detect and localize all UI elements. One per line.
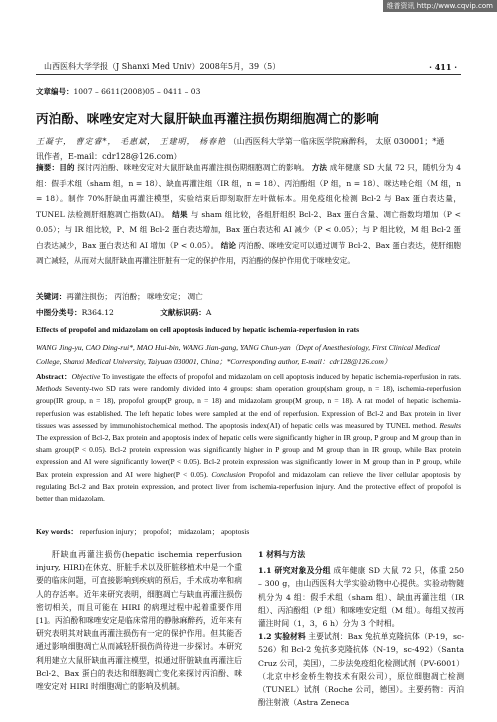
en-methods-label: Methods — [36, 384, 62, 394]
subsection-1-text: 成年健康 SD 大鼠 72 只，体重 250 – 300 g，由山西医科大学实验动物中心提供。实验动物随机分为 4 组：假手术组（sham 组）、缺血再灌注组（IR 组）、丙泊酚组（P 组）和咪唑安定组（M 组）。每组又按再灌注时间（1，3，6 h）分为 3 个时相。 — [258, 566, 464, 629]
article-title: 丙泊酚、咪唑安定对大鼠肝缺血再灌注损伤期细胞凋亡的影响 — [36, 111, 379, 126]
author-correspondence: 讯作者，E-mail：cdr128@126.com） — [36, 152, 182, 161]
conclusion-text: 丙泊酚、咪唑安定可以通过调节 Bcl-2、Bax 蛋白表达，使肝细胞凋亡减轻，从而对大鼠肝缺血再灌注肝脏有一定的保护作用，丙泊酚的保护作用优于咪唑安定。 — [36, 240, 461, 265]
body-right-column — [258, 548, 464, 709]
en-keywords-label: Key words： — [36, 527, 78, 536]
subsection-2-text: 主要试剂：Bax 兔抗单克隆抗体（P-19，sc-526）和 Bcl-2 兔抗多克隆抗体（N-19，sc-492）（Santa Cruz 公司，美国），二步法免疫组化检测试剂（PV-6001）（北京中杉金桥生物技术有限公司），原位细胞凋亡检测（TUNEL）试剂（Roche 公司，德国）。主要药物：丙泊酚注射液（Astra Zeneca — [258, 632, 465, 708]
watermark: 维普资讯 http://www.cqvip.com — [383, 0, 497, 12]
subsection-2 — [258, 630, 464, 709]
en-objective-text: To investigate the effects of propofol and midazolam on cell apoptosis induced by hepatic ischemia-reperfusion in rats. — [100, 372, 461, 381]
abstract-label: 摘要： — [36, 163, 60, 172]
en-methods-text: Seventy-two SD rats were randomly divided into 4 groups: sham operation group(sham group, n = 18), ischemia-reperfusion group(IR group, n = 18), propofol group(P group, n = 18) and midazolam group(M group, n = 18). A rat model of hepatic ischemia-reperfusion was established. The left hepatic lobes were sampled at the end of reperfusion. Expression of Bcl-2 and Bax protein in liver tissues was assessed by immunohistochemical method. The apoptosis index(AI) of hepatic cells was measured by TUNEL method. — [36, 384, 461, 430]
english-keywords — [36, 526, 461, 537]
english-abstract — [36, 371, 461, 505]
subsection-2-label: 1.2 实验材料 — [258, 632, 306, 642]
methods-text: 成年健康 SD 大鼠 72 只，随机分为 4 组：假手术组（sham 组，n = 18）、缺血再灌注组（IR 组，n = 18）、丙泊酚组（P 组，n = 18）、咪达唑仑组（M 组，n = 18）。制作 70%肝缺血再灌注模型，实验结束后即刻取肝左叶做标本。用免疫组化检测 Bcl-2 与 Bax 蛋白表达量，TUNEL 法检测肝细胞凋亡指数(AI)。 — [36, 163, 462, 219]
journal-header — [36, 60, 461, 75]
en-results-label: Results — [439, 420, 461, 430]
en-conclusion-label: Conclusion — [211, 469, 246, 479]
clc-label: 中图分类号： — [36, 308, 82, 317]
results-text: 与 sham 组比较，各组肝组织 Bcl-2、Bax 蛋白含量、凋亡指数均增加（P < 0.05）；与 IR 组比较，P、M 组 Bcl-2 蛋白表达增加，Bax 蛋白表达和 AI 减少（P < 0.05）；与 P 组比较，M 组 Bcl-2 蛋白表达减少，Bax 蛋白表达和 AI 增加（P < 0.05）。 — [36, 209, 462, 250]
article-number — [36, 86, 200, 97]
english-authors: WANG Jing-yu, CAO Ding-rui*, MAO Hui-bin, WANG Jian-gang, YANG Chun-yan（Dept of Anesthesiology, First Clinical Medical College, Shanxi Medical University, Taiyuan 030001, China；*Corresponding author, E-mail：cdr128@126.com） — [36, 343, 440, 366]
english-title: Effects of propofol and midazolam on cell apoptosis induced by hepatic ischemia-reperfusion in rats — [36, 325, 360, 334]
conclusion-label: 结论 — [220, 240, 236, 250]
en-abstract-label: Abstract： — [36, 372, 72, 381]
objective-text: 探讨丙泊酚、咪唑安定对大鼠肝缺血再灌注损伤期细胞凋亡的影响。 — [74, 163, 312, 172]
classification-line — [36, 307, 461, 318]
subsection-1-label: 1.1 研究对象及分组 — [258, 566, 331, 576]
en-conclusion-text: Propofol and midazolam can relieve the liver cellular apoptosis by regulating Bcl-2 and Bax protein expression, and protect liver from ischemia-reperfusion injury. And the protective effect of propofol is better than midazolam. — [36, 469, 461, 504]
subsection-1 — [258, 564, 464, 630]
clc-value: R364.12 — [81, 308, 114, 317]
chinese-abstract — [36, 160, 461, 269]
keywords-label: 关键词： — [36, 292, 67, 301]
author-names: 王凝宇， 曹定睿*， 毛惠斌， 王建明， 杨春艳 — [36, 137, 227, 146]
article-number-label: 文章编号： — [36, 87, 74, 96]
author-affiliation: （山西医科大学第一临床医学院麻醉科， 太原 030001；*通 — [228, 137, 445, 146]
body-left-column: 肝缺血再灌注损伤(hepatic ischemia reperfusion injury, HIRI)在休克、肝脏手术以及肝脏移植术中是一个重要的临床问题，可直接影响到疾病的预后，手术成功率和病人的存活率。近年来研究表明，细胞凋亡与缺血再灌注损伤密切相关，而且可能在 HIRI 的病理过程中起着重要作用[1]。丙泊酚和咪唑安定是临床常用的静脉麻醉药，近年来有研究表明其对缺血再灌注损伤有一定的保护作用。但其能否通过影响细胞凋亡从而减轻肝损伤尚待进一步探讨。本研究利用建立大鼠肝缺血再灌注模型，拟通过肝脏缺血再灌注后 Bcl-2、Bax 蛋白的表达和细胞凋亡变化来探讨丙泊酚、咪唑安定对 HIRI 时细胞凋亡的影响及机制。 — [36, 550, 242, 692]
page-number: · 411 · — [429, 62, 457, 72]
en-objective-label: Objective — [71, 372, 101, 381]
keywords-text: 再灌注损伤； 丙泊酚； 咪唑安定； 凋亡 — [66, 292, 203, 301]
results-label: 结果 — [172, 209, 188, 219]
en-keywords-text: reperfusion injury； propofol； midazolam； apoptosis — [77, 527, 250, 536]
article-number-value: 1007 – 6611(2008)05 – 0411 – 03 — [73, 87, 201, 96]
doc-code-value: A — [205, 308, 212, 317]
objective-label: 目的 — [59, 163, 75, 172]
doc-code-label: 文献标识码： — [160, 308, 206, 317]
chinese-keywords — [36, 291, 461, 302]
en-results-text: The expression of Bcl-2, Bax protein and apoptosis index of hepatic cells were significantly higher in IR group, P group and M group than in sham group(P < 0.05). Bcl-2 protein expression was significantly higher in P group and M group than in IR group, while Bax protein expression and AI were significantly lower(P < 0.05). Bcl-2 protein expression was significantly lower in M group than in P group, while Bax protein expression and AI were higher(P < 0.05). — [36, 433, 461, 479]
journal-name: 山西医科大学学报（J Shanxi Med Univ）2008年5月，39（5） — [44, 62, 281, 71]
section-heading: 1 材料与方法 — [258, 550, 306, 559]
methods-label: 方法 — [311, 163, 328, 172]
